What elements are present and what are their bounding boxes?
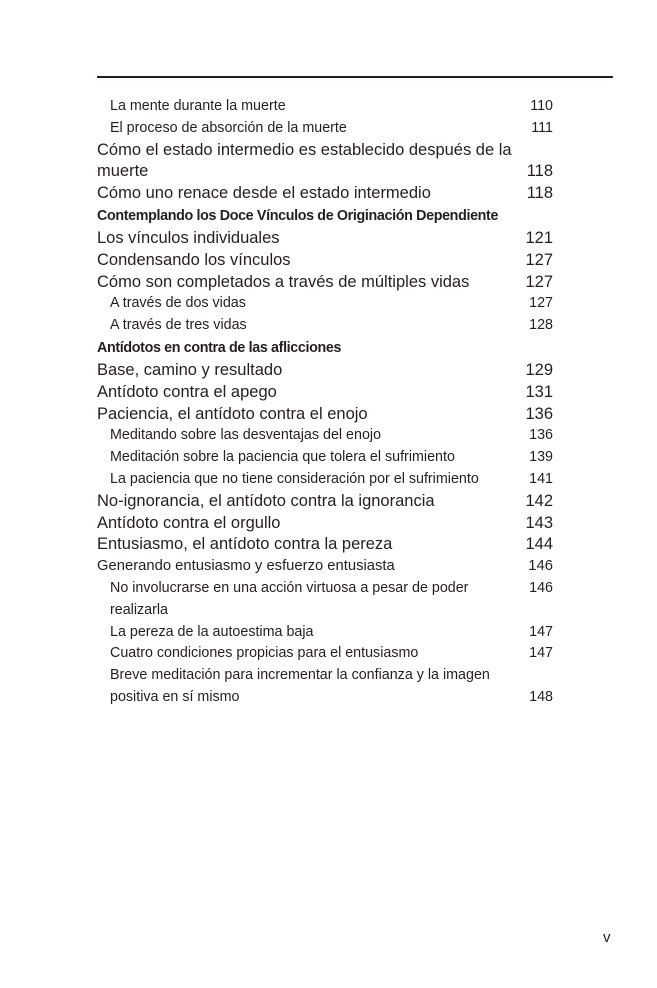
page-number: v: [603, 929, 611, 946]
toc-entry-title: Cuatro condiciones propicias para el entusiasmo: [110, 645, 419, 662]
toc-entry-title: Meditación sobre la paciencia que tolera el sufrimiento: [110, 449, 455, 466]
toc-entry: [97, 687, 553, 709]
toc-entry: [97, 447, 553, 469]
toc-entry-title: El proceso de absorción de la muerte: [110, 119, 347, 136]
toc-entry-title: Cómo el estado intermedio es establecido después de la: [97, 140, 512, 159]
toc-entry: [97, 643, 553, 665]
toc-entry-title: Cómo son completados a través de múltiples vidas: [97, 272, 470, 291]
toc-entry-page: 141: [529, 470, 553, 487]
toc-entry-title: Antídotos en contra de las aflicciones: [97, 339, 342, 356]
toc-entry-page: 110: [530, 98, 553, 114]
toc-entry-title: No-ignorancia, el antídoto contra la ignorancia: [97, 491, 435, 510]
toc-entry-title: Meditando sobre las desventajas del enojo: [110, 427, 382, 444]
toc-entry: [97, 556, 553, 578]
toc-entry-page: 136: [529, 427, 553, 444]
toc-entry-title: Antídoto contra el apego: [97, 382, 277, 401]
toc-entry-title: La mente durante la muerte: [110, 98, 286, 114]
toc-entry: [97, 140, 553, 162]
toc-entry-title: A través de dos vidas: [110, 295, 246, 312]
toc-entry-title: La paciencia que no tiene consideración por el sufrimiento: [110, 470, 479, 487]
toc-entry-page: 127: [525, 250, 553, 269]
toc-entry: [97, 360, 553, 382]
toc-entry-title: Los vínculos individuales: [97, 228, 280, 247]
toc-entry: [97, 272, 553, 294]
toc-section-heading: [97, 205, 553, 228]
toc-entry: [97, 293, 553, 315]
toc-entry-title: Antídoto contra el orgullo: [97, 513, 281, 532]
toc-entry-title: Entusiasmo, el antídoto contra la pereza: [97, 535, 393, 554]
toc-entry: [97, 578, 553, 622]
toc-entry: [97, 96, 553, 118]
toc-entry-page: 131: [525, 382, 553, 401]
toc-entry-page: 121: [525, 228, 553, 247]
toc-entry: [97, 161, 553, 183]
toc-entry: [97, 250, 553, 272]
toc-entry-page: 146: [529, 579, 553, 596]
toc-entry-title: A través de tres vidas: [110, 317, 247, 334]
toc-entry: [97, 665, 553, 687]
toc-entry-page: 146: [528, 558, 553, 575]
toc-entry-page: 128: [529, 317, 553, 334]
toc-entry-page: 136: [525, 404, 553, 423]
toc-entry-title: positiva en sí mismo: [110, 688, 240, 705]
toc-entry: [97, 183, 553, 205]
toc-entry: [97, 491, 553, 513]
toc-entry: [97, 382, 553, 404]
toc-entry-page: 147: [529, 623, 553, 640]
toc-section-heading: [97, 337, 553, 360]
toc-entry: [97, 469, 553, 491]
toc-entry-page: 144: [525, 535, 553, 554]
toc-entry-title: Breve meditación para incrementar la confianza y la imagen: [110, 667, 490, 684]
header-rule: [97, 76, 613, 78]
toc-entry-page: 148: [529, 688, 553, 705]
toc-entry-title: Condensando los vínculos: [97, 250, 291, 269]
toc-entry-title: Contemplando los Doce Vínculos de Originación Dependiente: [97, 207, 499, 224]
toc-entry: [97, 315, 553, 337]
toc-entry: [97, 404, 553, 426]
toc-entry-page: 118: [526, 162, 553, 181]
toc-entry: [97, 118, 553, 140]
toc-entry-title: No involucrarse en una acción virtuosa a pesar de poder realizarla: [110, 579, 469, 618]
toc-entry-page: 143: [525, 513, 553, 532]
toc-entry: [97, 228, 553, 250]
toc-entry-page: 142: [525, 491, 553, 510]
toc-entry: [97, 622, 553, 644]
toc-entry-title: Base, camino y resultado: [97, 360, 283, 379]
table-of-contents: [97, 96, 553, 709]
toc-entry-page: 127: [529, 295, 553, 312]
toc-entry: [97, 513, 553, 535]
toc-entry: [97, 534, 553, 556]
toc-entry: [97, 425, 553, 447]
toc-entry-page: 118: [526, 184, 553, 203]
toc-entry-page: 111: [531, 119, 553, 136]
toc-entry-page: 129: [525, 360, 553, 379]
toc-entry-title: La pereza de la autoestima baja: [110, 623, 314, 640]
toc-entry-page: 139: [529, 449, 553, 466]
toc-entry-title: Cómo uno renace desde el estado intermedio: [97, 184, 431, 203]
toc-entry-title: Paciencia, el antídoto contra el enojo: [97, 404, 368, 423]
toc-entry-title: Generando entusiasmo y esfuerzo entusiasta: [97, 558, 395, 575]
toc-entry-title: muerte: [97, 162, 149, 181]
toc-entry-page: 127: [525, 272, 553, 291]
toc-entry-page: 147: [529, 645, 553, 662]
